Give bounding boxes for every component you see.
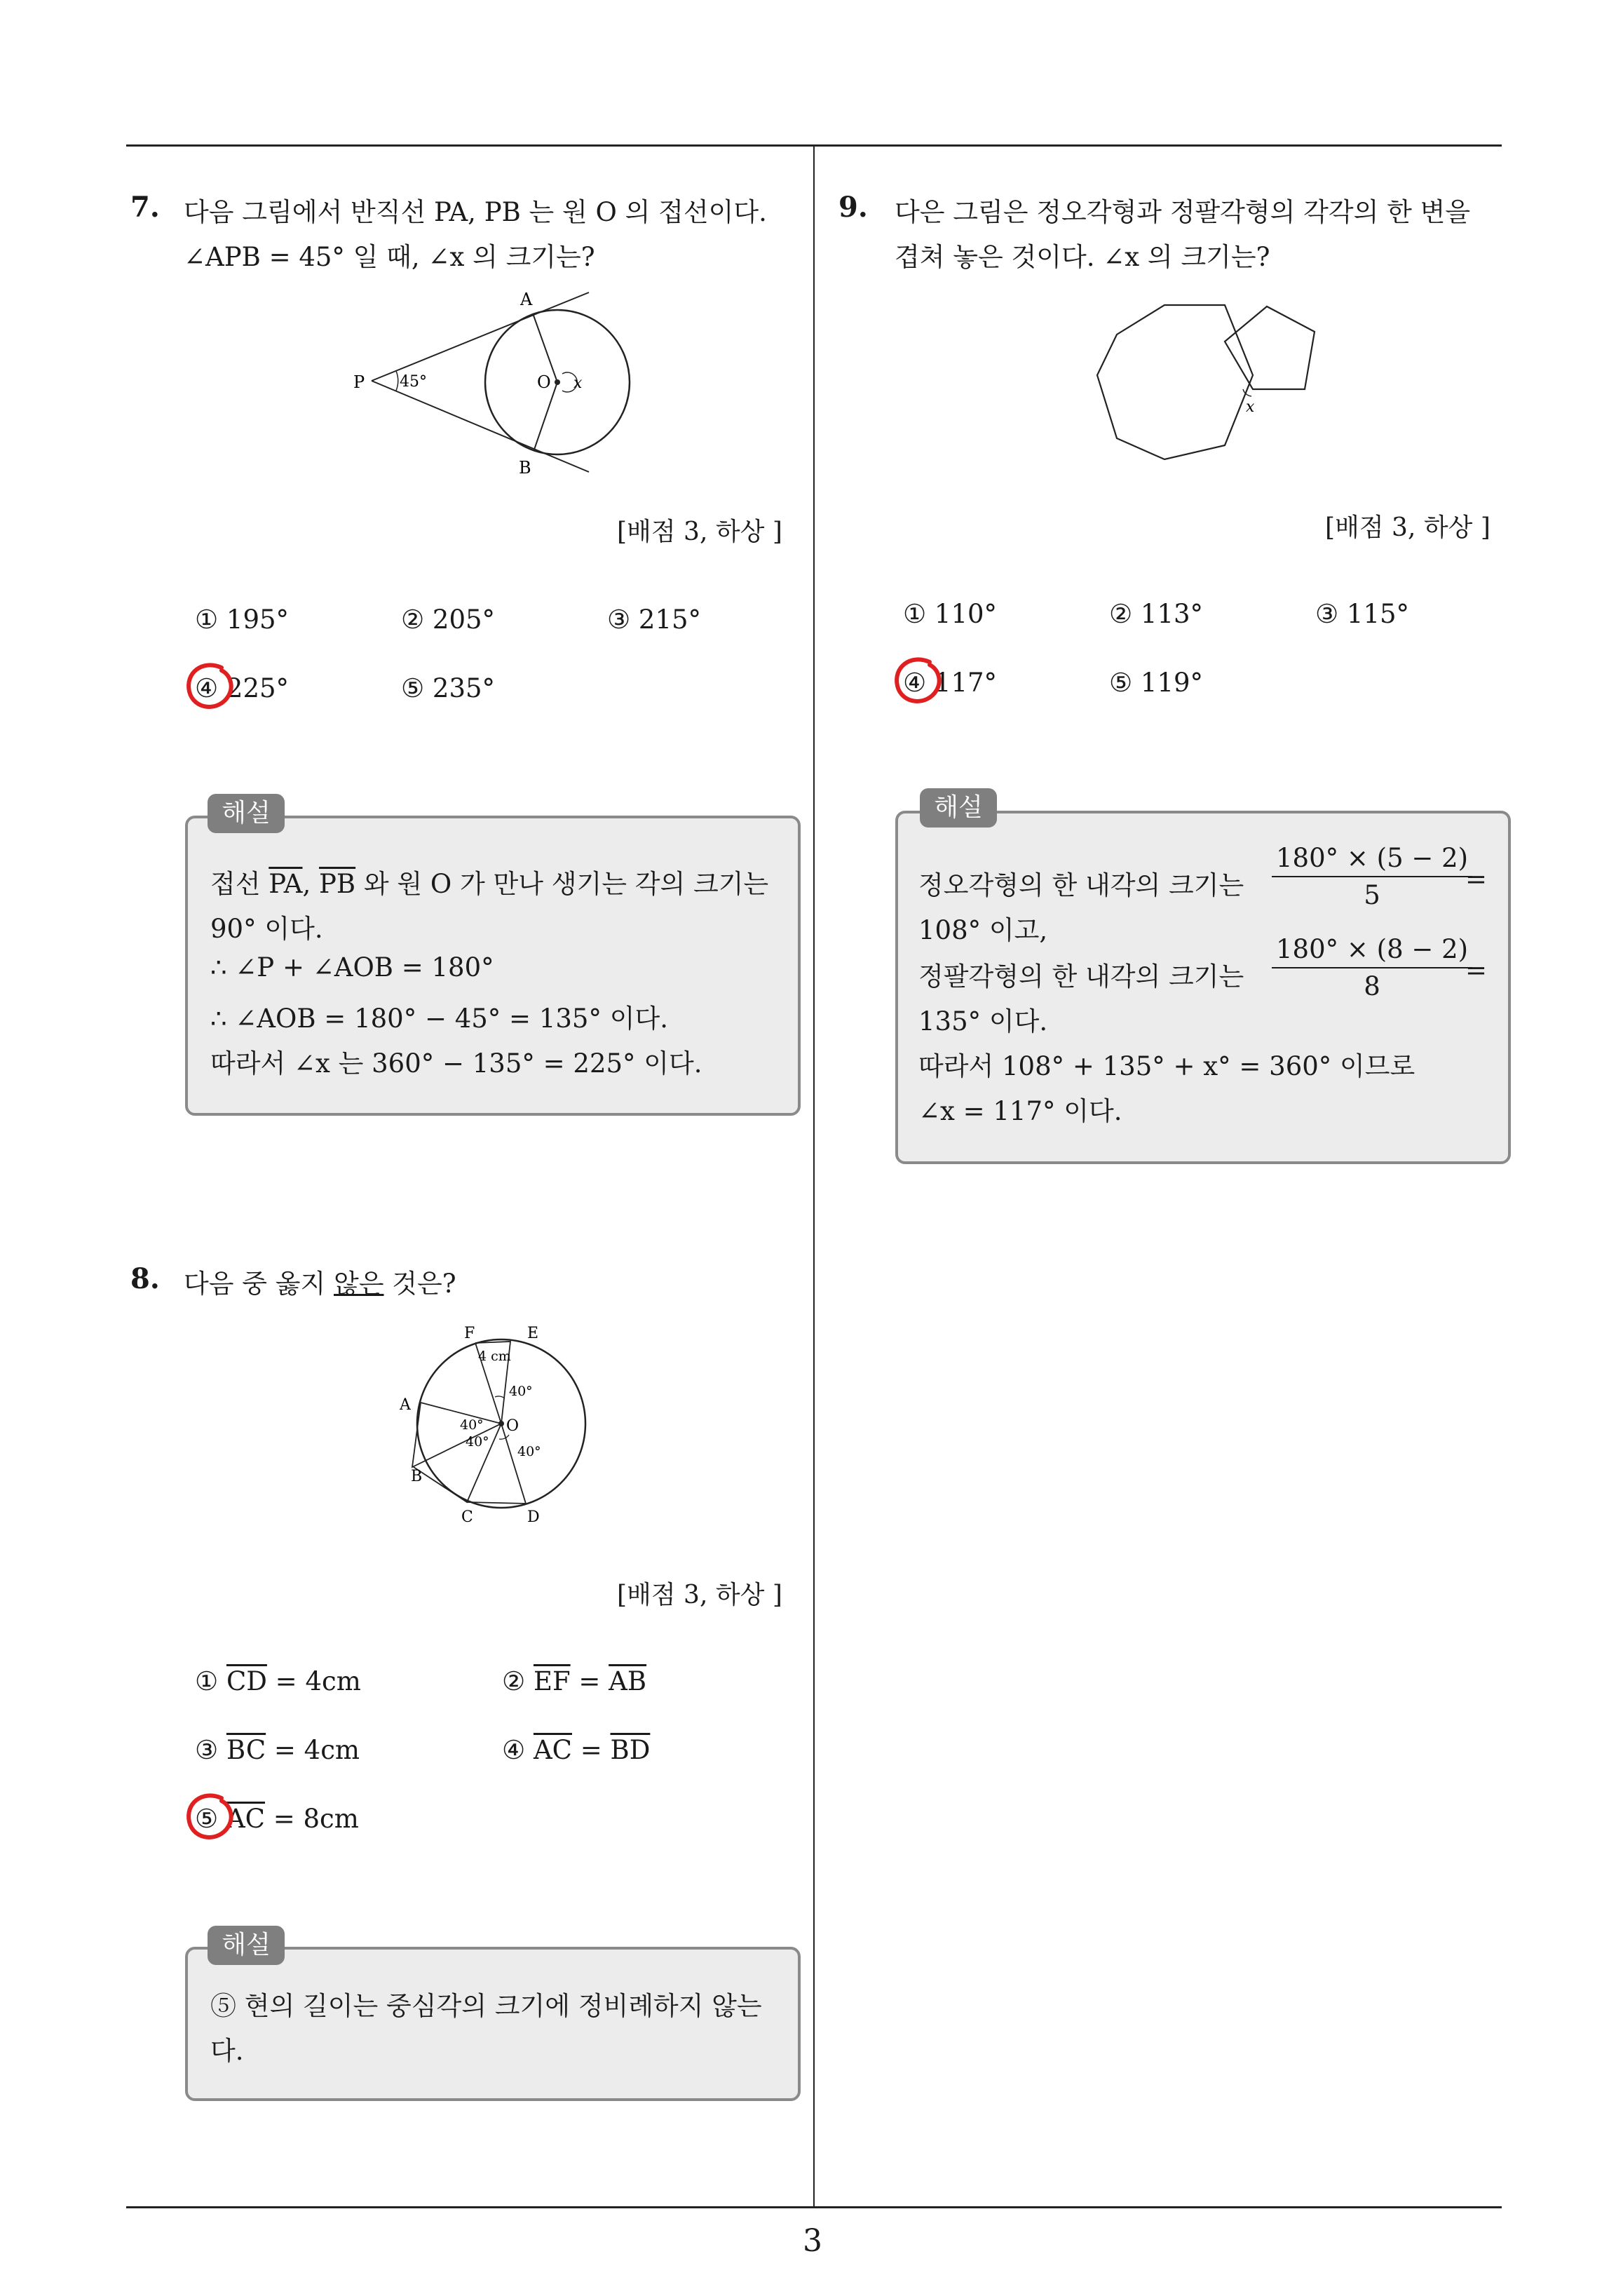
q8-choice-4-eq: = — [571, 1735, 611, 1765]
q7-answer-mark — [181, 659, 237, 715]
q7-choice-1[interactable]: ① 195° — [195, 605, 290, 635]
q7-choice-5[interactable]: ⑤ 235° — [401, 673, 496, 703]
q7-fig-label-o: O — [537, 372, 551, 392]
q8-fig-label-c: C — [461, 1508, 473, 1526]
q7-choice-3[interactable]: ③ 215° — [607, 605, 702, 635]
q7-exp-line4: ∴ ∠AOB = 180° − 45° = 135° 이다. — [210, 1004, 668, 1034]
q9-choice-4[interactable]: ④ 117° — [903, 668, 998, 698]
q8-choice-3[interactable] — [195, 1735, 360, 1765]
q7-exp-l1-pre: 접선 — [210, 869, 269, 899]
q8-text-post: 것은? — [383, 1269, 456, 1299]
q9-exp-fraction-2 — [1272, 934, 1472, 1001]
q8-choice-1-num: ① — [195, 1666, 219, 1696]
q8-choice-2-eq: = — [570, 1666, 609, 1696]
q7-exp-line3: ∴ ∠P + ∠AOB = 180° — [210, 952, 494, 982]
q7-number: 7. — [130, 191, 160, 224]
q7-exp-ray-pa: $\overline{PA}$ — [269, 869, 303, 899]
q9-text-line2: 겹쳐 놓은 것이다. ∠x 의 크기는? — [895, 242, 1270, 272]
q8-answer-mark — [181, 1790, 237, 1846]
q7-fig-label-angle: 45° — [400, 373, 427, 391]
q8-choice-2-lhs: $\overline{EF}$ — [533, 1666, 571, 1696]
q8-fig-angle-2: 40° — [460, 1417, 484, 1433]
q8-exp-line2: 다. — [210, 2036, 244, 2066]
q8-choice-1-lhs: $\overline{CD}$ — [226, 1666, 267, 1696]
q8-choice-3-num: ③ — [195, 1735, 219, 1765]
q7-choice-2[interactable]: ② 205° — [401, 605, 496, 635]
q8-fig-label-a: A — [400, 1396, 411, 1414]
q9-exp-line4: 135° 이다. — [918, 1006, 1048, 1036]
q8-choice-5-num: ⑤ — [195, 1804, 219, 1834]
q9-exp-frac2-numerator: 180° × (8 − 2) — [1272, 934, 1472, 968]
q8-number: 8. — [130, 1262, 160, 1295]
q8-choice-4-num: ④ — [502, 1735, 526, 1765]
q7-explanation-tag: 해설 — [208, 794, 285, 833]
q7-figure-tangent-circle — [344, 284, 652, 480]
q9-answer-mark — [889, 654, 945, 710]
q8-choice-2-num: ② — [502, 1666, 526, 1696]
q8-choice-5-lhs: $\overline{AC}$ — [226, 1804, 265, 1834]
q7-exp-ray-pb: $\overline{PB}$ — [319, 869, 356, 899]
q7-exp-line2: 90° 이다. — [210, 914, 323, 944]
q9-exp-eq-2: = — [1465, 955, 1488, 985]
q7-fig-label-a: A — [520, 290, 533, 309]
q7-fig-label-p: P — [353, 372, 365, 392]
q8-text-underlined: 않은 — [334, 1269, 384, 1299]
q8-choice-5-rhs: = 8cm — [264, 1804, 359, 1834]
q8-text-pre: 다음 중 옳지 — [184, 1269, 334, 1299]
q7-exp-l1-mid: , — [302, 869, 320, 899]
q9-score: [배점 3, 하상 ] — [1325, 513, 1490, 542]
q9-exp-eq-1: = — [1465, 864, 1488, 894]
q8-text — [184, 1262, 456, 1300]
q8-choice-1[interactable] — [195, 1666, 361, 1696]
q8-fig-angle-4: 40° — [517, 1444, 541, 1459]
q8-figure-circle-chords — [400, 1318, 603, 1529]
q9-exp-line5: 따라서 108° + 135° + x° = 360° 이므로 — [918, 1051, 1415, 1081]
column-divider — [813, 144, 815, 2208]
q9-fig-label-x: x — [1246, 398, 1255, 416]
q7-text-line1: 다음 그림에서 반직선 PA, PB 는 원 O 의 접선이다. — [184, 197, 767, 227]
q9-exp-line1: 정오각형의 한 내각의 크기는 — [918, 870, 1244, 900]
q8-fig-label-o: O — [506, 1417, 520, 1435]
q9-choice-3[interactable]: ③ 115° — [1315, 599, 1410, 629]
q9-exp-line3: 정팔각형의 한 내각의 크기는 — [918, 961, 1244, 992]
q9-choice-2[interactable]: ② 113° — [1109, 599, 1204, 629]
q7-exp-line1 — [210, 863, 768, 900]
q8-choice-2[interactable] — [502, 1666, 646, 1696]
q9-exp-frac1-numerator: 180° × (5 − 2) — [1272, 843, 1472, 877]
q7-fig-label-b: B — [519, 458, 531, 478]
q8-explanation-tag: 해설 — [208, 1926, 285, 1965]
q8-choice-3-rhs: = 4cm — [266, 1735, 360, 1765]
q9-exp-line6: ∠x = 117° 이다. — [918, 1096, 1122, 1126]
q7-score: [배점 3, 하상 ] — [617, 518, 782, 546]
q8-choice-1-rhs: = 4cm — [266, 1666, 361, 1696]
q9-choice-1[interactable]: ① 110° — [903, 599, 998, 629]
q9-exp-fraction-1 — [1272, 843, 1472, 910]
q8-fig-label-len: 4 cm — [478, 1349, 511, 1364]
q9-choice-5[interactable]: ⑤ 119° — [1109, 668, 1204, 698]
q9-text-line1: 다은 그림은 정오각형과 정팔각형의 각각의 한 변을 — [895, 197, 1471, 227]
q8-score: [배점 3, 하상 ] — [617, 1581, 782, 1609]
q7-fig-label-x: x — [573, 374, 583, 392]
q8-fig-label-b: B — [411, 1468, 423, 1485]
q9-explanation-tag: 해설 — [920, 788, 997, 828]
q8-choice-2-rhs: $\overline{AB}$ — [609, 1666, 647, 1696]
q9-exp-line2: 108° 이고, — [918, 915, 1048, 945]
q8-choice-4[interactable] — [502, 1735, 650, 1765]
q8-fig-angle-1: 40° — [509, 1384, 533, 1399]
q7-exp-line5: 따라서 ∠x 는 360° − 135° = 225° 이다. — [210, 1048, 702, 1079]
q8-fig-label-e: E — [527, 1325, 539, 1342]
q7-choice-4[interactable]: ④ 225° — [195, 673, 290, 703]
q8-fig-label-d: D — [527, 1508, 540, 1526]
q8-explanation-box — [185, 1947, 801, 2101]
q8-choice-4-lhs: $\overline{AC}$ — [533, 1735, 572, 1765]
q7-text-line2: ∠APB = 45° 일 때, ∠x 의 크기는? — [184, 242, 595, 272]
q9-number: 9. — [838, 191, 868, 224]
q8-choice-3-lhs: $\overline{BC}$ — [226, 1735, 266, 1765]
q8-fig-label-f: F — [464, 1325, 475, 1342]
page-number: 3 — [803, 2223, 822, 2259]
q8-choice-4-rhs: $\overline{BD}$ — [610, 1735, 651, 1765]
q9-exp-frac1-denominator: 5 — [1364, 880, 1380, 910]
q8-exp-line1: ⑤ 현의 길이는 중심각의 크기에 정비례하지 않는 — [210, 1991, 762, 2021]
bottom-rule — [126, 2206, 1502, 2208]
q8-fig-angle-3: 40° — [466, 1434, 489, 1450]
q9-figure-polygons — [1076, 291, 1336, 473]
q9-exp-frac2-denominator: 8 — [1364, 971, 1380, 1001]
q7-exp-l1-post: 와 원 O 가 만나 생기는 각의 크기는 — [355, 869, 769, 899]
